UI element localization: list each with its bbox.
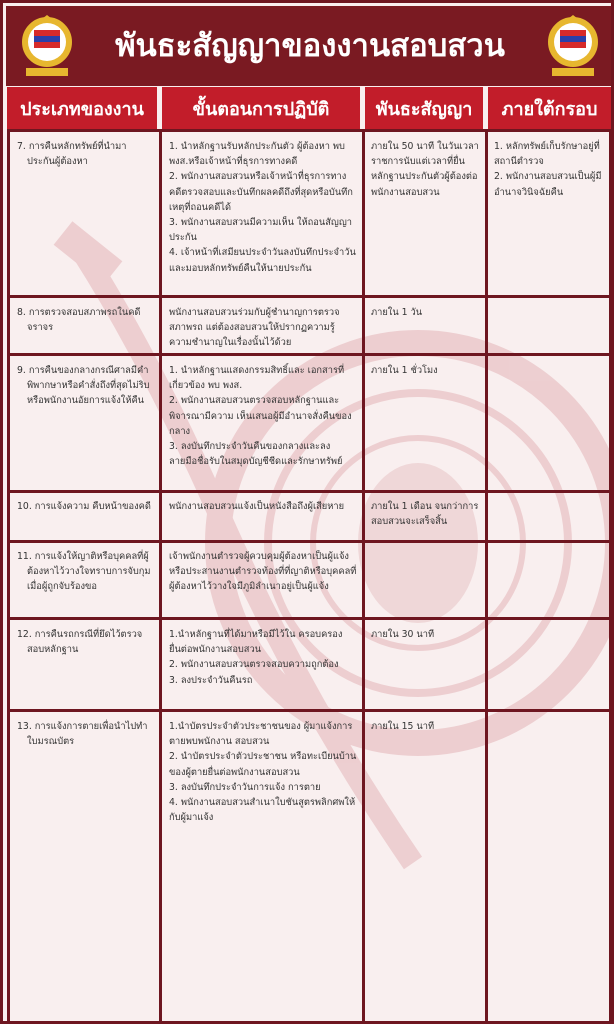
procedure-step: 1. นำหลักฐานแสดงกรรมสิทธิ์และ เอกสารที่เกี่ยวข้อง พบ พงส. — [169, 365, 345, 392]
procedure-step: 1.นำบัตรประจำตัวประชาชนของ ผู้มาแจ้งการตายพบพนักงาน สอบสวน — [169, 721, 353, 748]
column-divider — [485, 129, 488, 1021]
table-row-timeframe — [494, 139, 610, 200]
table-row-type: 11. การแจ้งให้ญาติหรือบุคคลที่ผู้ต้องหาไว้วางใจทราบการจับกุม เมื่อผู้ถูกจับร้องขอ — [17, 551, 151, 593]
timeframe-item: 2. พนักงานสอบสวนเป็นผู้มีอำนาจวินิจฉัยคืน — [494, 171, 602, 198]
row-divider — [7, 540, 611, 543]
procedure-step: 3. พนักงานสอบสวนมีความเห็น ให้ถอนสัญญาประกัน — [169, 217, 352, 244]
table-row-commitment: ภายใน 1 วัน — [371, 307, 423, 318]
column-header-procedure: ขั้นตอนการปฏิบัติ — [162, 87, 360, 129]
table-row-procedure — [169, 627, 357, 688]
procedure-step: 3. ลงบันทึกประจำวันคืนของกลางและลงลายมือชื่อรับในสมุดบัญชีชีดและรักษาทรัพย์ — [169, 441, 343, 468]
row-divider — [7, 353, 611, 356]
column-divider — [7, 129, 10, 1021]
column-header-commitment: พันธะสัญญา — [365, 87, 483, 129]
table-row-commitment: ภายใน 15 นาที — [371, 721, 435, 732]
column-header-type: ประเภทของงาน — [7, 87, 157, 129]
table-row-type: 8. การตรวจสอบสภาพรถในคดีจราจร — [17, 307, 141, 334]
table-row-procedure: พนักงานสอบสวนร่วมกับผู้ชำนาญการตรวจสภาพรถ แต่ต้องสอบสวนให้ปรากฏความรู้ความชำนาญในเรื่องนั้นไว้ด้วย — [169, 307, 340, 349]
table-row-procedure: พนักงานสอบสวนแจ้งเป็นหนังสือถึงผู้เสียหาย — [169, 501, 345, 512]
procedure-step: 2. นำบัตรประจำตัวประชาชน หรือทะเบียนบ้านของผู้ตายยื่นต่อพนักงานสอบสวน — [169, 751, 357, 778]
table-row-type: 7. การคืนหลักทรัพย์ที่นำมาประกันผู้ต้องหา — [17, 141, 127, 168]
table-row-procedure — [169, 719, 357, 825]
procedure-step: 1.นำหลักฐานที่ได้มาหรือมีไว้ใน ครอบครอง ยื่นต่อพนักงานสอบสวน — [169, 629, 343, 656]
table-row-type: 9. การคืนของกลางกรณีศาลมีคำพิพากษาหรือคำสั่งถึงที่สุดไม่ริบ หรือพนักงานอัยการแจ้งให้คืน — [17, 365, 150, 407]
timeframe-item: 1. หลักทรัพย์เก็บรักษาอยู่ที่สถานีตำรวจ — [494, 141, 600, 168]
police-emblem-icon — [544, 12, 602, 80]
procedure-step: 4. เจ้าหน้าที่เสมียนประจำวันลงบันทึกประจำวันและมอบหลักทรัพย์คืนให้นายประกัน — [169, 247, 356, 274]
table-row-procedure — [169, 363, 357, 469]
procedure-step: 3. ลงบันทึกประจำวันการแจ้ง การตาย — [169, 781, 321, 793]
page-title: พันธะสัญญาของงานสอบสวน — [115, 28, 505, 64]
table-row-procedure: เจ้าพนักงานตำรวจผู้ควบคุมผู้ต้องหาเป็นผู้แจ้งหรือประสานงานตำรวจท้องที่ที่ญาติหรือบุคคลที่ผู้ต้องหาไว้วางใจมีภูมิลำเนาอยู่เป็นผู้แจ้ง — [169, 551, 357, 593]
procedure-step: 4. พนักงานสอบสวนสำเนาใบชันสูตรพลิกศพให้กับผู้มาแจ้ง — [169, 797, 356, 824]
table-row-commitment: ภายใน 1 ชั่วโมง — [371, 365, 438, 376]
table-row-type: 10. การแจ้งความ คืบหน้าของคดี — [17, 501, 151, 512]
procedure-step: 2. พนักงานสอบสวนตรวจสอบความถูกต้อง — [169, 659, 339, 671]
table-row-type: 12. การคืนรถกรณีที่ยึดไว้ตรวจสอบหลักฐาน — [17, 629, 143, 656]
table-row-commitment: ภายใน 1 เดือน จนกว่าการสอบสวนจะเสร็จสิ้น — [371, 501, 479, 528]
procedure-step: 2. พนักงานสอบสวนหรือเจ้าหน้าที่ธุรการทางคดีตรวจสอบและบันทึกผลคดีถึงที่สุดหรือบันทึกเหตุที่ถอนคดีได้ — [169, 171, 353, 213]
column-divider — [159, 129, 162, 1021]
column-divider — [362, 129, 365, 1021]
row-divider — [7, 617, 611, 620]
table-row-type: 13. การแจ้งการตายเพื่อนำไปทำใบมรณบัตร — [17, 721, 148, 748]
row-divider — [7, 709, 611, 712]
police-emblem-icon — [18, 12, 76, 80]
column-divider — [609, 129, 612, 1021]
row-divider — [7, 129, 611, 132]
procedure-step: 2. พนักงานสอบสวนตรวจสอบหลักฐานและพิจารณามีความ เห็นเสนอผู้มีอำนาจสั่งคืนของกลาง — [169, 395, 352, 437]
table-row-commitment: ภายใน 30 นาที — [371, 629, 435, 640]
procedure-step: 3. ลงประจำวันคืนรถ — [169, 674, 253, 686]
page-header — [6, 6, 614, 86]
column-header-timeframe: ภายใต้กรอบ — [488, 87, 611, 129]
table-row-commitment: ภายใน 50 นาที ในวันเวลาราชการนับแต่เวลาที่ยื่นหลักฐานประกันตัวผู้ต้องต่อพนักงานสอบสวน — [371, 141, 479, 198]
table-row-procedure — [169, 139, 357, 276]
row-divider — [7, 490, 611, 493]
row-divider — [7, 295, 611, 298]
procedure-step: 1. นำหลักฐานรับหลักประกันตัว ผู้ต้องหา พบ พงส.หรือเจ้าหน้าที่ธุรการทางคดี — [169, 141, 345, 168]
